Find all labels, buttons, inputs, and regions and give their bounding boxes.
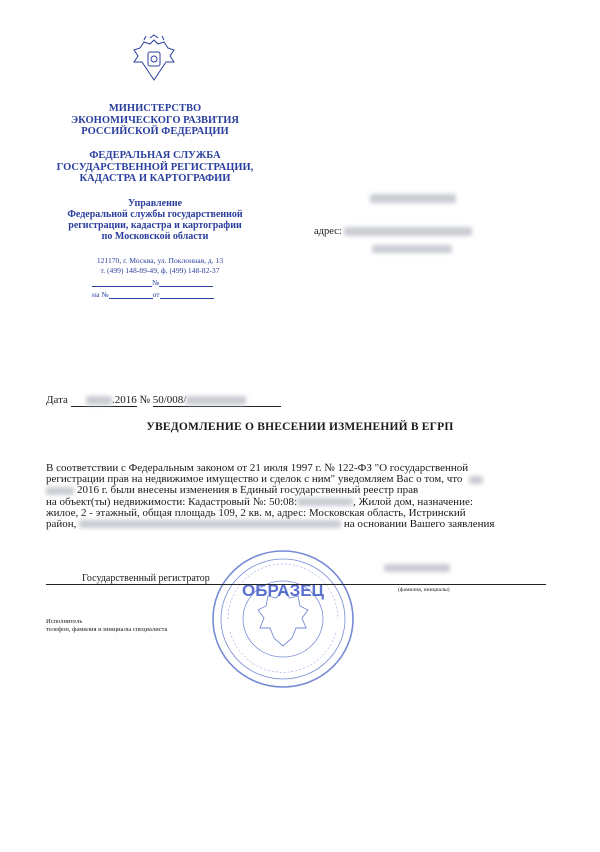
na-number-label: на №	[92, 290, 109, 299]
registrar-name-redacted	[384, 563, 450, 572]
number-field	[153, 394, 281, 407]
document-title: УВЕДОМЛЕНИЕ О ВНЕСЕНИИ ИЗМЕНЕНИЙ В ЕГРП	[146, 421, 454, 433]
outgoing-number-row	[92, 278, 213, 287]
registrar-label: Государственный регистратор	[82, 573, 210, 584]
executor-label: Исполнитель	[46, 618, 83, 625]
notice-body	[46, 463, 548, 530]
admin-line: Федеральной службы государственной	[67, 209, 243, 220]
admin-line: Управление	[127, 198, 183, 209]
date-label: Дата	[46, 394, 68, 406]
official-seal	[208, 546, 358, 692]
ministry-line: ЭКОНОМИЧЕСКОГО РАЗВИТИЯ	[71, 114, 239, 126]
service-line: ГОСУДАРСТВЕННОЙ РЕГИСТРАЦИИ,	[56, 161, 254, 173]
recipient-name-redacted	[370, 193, 456, 203]
coat-of-arms-icon	[128, 34, 180, 84]
from-label: от	[152, 290, 160, 299]
service-heading	[40, 150, 270, 185]
service-line: КАДАСТРА И КАРТОГРАФИИ	[79, 173, 231, 184]
ministry-heading	[40, 103, 270, 138]
fio-caption: (фамилия, инициалы)	[398, 587, 450, 593]
body-line: жилое, 2 - этажный, общая площадь 109, 2 кв. м, адрес: Московская область, Истринский	[46, 506, 466, 519]
number-sign: №	[152, 278, 160, 287]
body-line-6a: район,	[46, 518, 77, 531]
ministry-line: РОССИЙСКОЙ ФЕДЕРАЦИИ	[81, 126, 229, 137]
number-value: 50/008/	[152, 394, 187, 406]
date-field	[71, 394, 137, 407]
body-line-2-text: регистрации прав на недвижимое имущество и сделок с ним" уведомляем Вас о том, что	[46, 473, 463, 486]
body-line	[46, 519, 548, 530]
date-number-line	[46, 394, 281, 407]
contact-phone: т. (499) 148-89-49, ф. (499) 148-82-37	[100, 265, 220, 275]
recipient-address-line2-redacted	[372, 240, 452, 258]
number-label: №	[139, 394, 150, 406]
signature-line	[46, 584, 546, 585]
admin-line: регистрации, кадастра и картографии	[68, 220, 242, 231]
recipient-address	[314, 226, 472, 237]
contact-address: 121170, г. Москва, ул. Поклонная, д. 13	[96, 256, 224, 265]
reference-number-row	[92, 290, 214, 299]
seal-watermark-text: ОБРАЗЕЦ	[242, 581, 324, 600]
date-year: .2016	[111, 394, 137, 406]
body-line: В соответствии с Федеральным законом от 21 июля 1997 г. № 122-ФЗ "О государственной	[46, 462, 469, 474]
body-line-6b: на основании Вашего заявления	[343, 518, 495, 531]
executor-block	[46, 618, 167, 634]
body-line-4a: на объект(ты) недвижимости: Кадастровый №: 50:08:	[46, 495, 298, 508]
service-line: ФЕДЕРАЛЬНАЯ СЛУЖБА	[89, 150, 221, 161]
contact-block	[60, 256, 260, 275]
body-line-3-text: 2016 г. были внесены изменения в Единый государственный реестр прав	[77, 484, 419, 497]
executor-caption: телефон, фамилия и инициалы специалиста	[46, 626, 168, 633]
ministry-line: МИНИСТЕРСТВО	[108, 103, 202, 114]
admin-line: по Московской области	[101, 231, 209, 242]
address-label: адрес:	[314, 226, 342, 237]
administration-heading	[40, 198, 270, 242]
body-line-4b: , Жилой дом, назначение:	[353, 495, 473, 508]
